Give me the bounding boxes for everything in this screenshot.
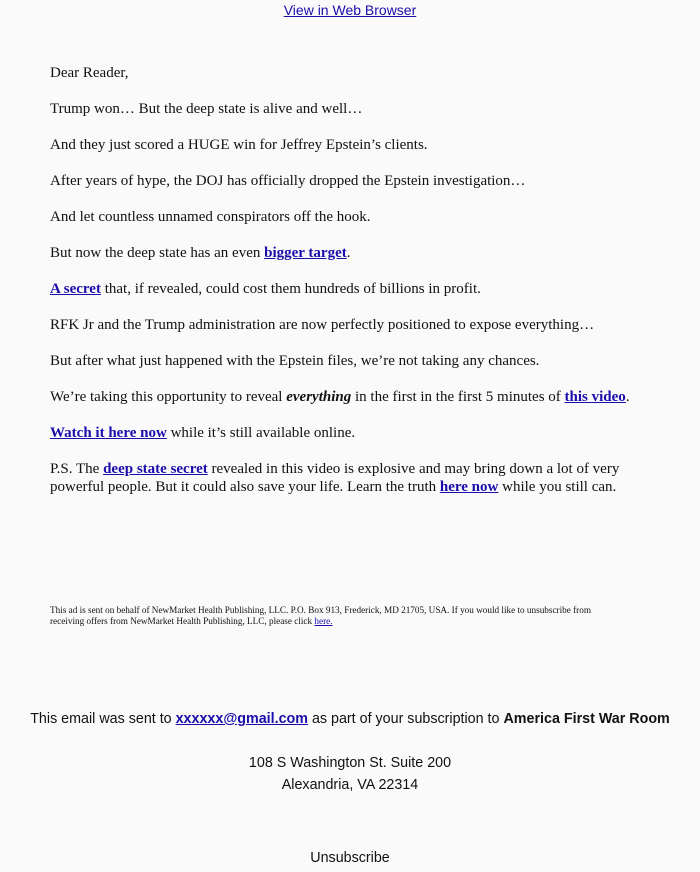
paragraph-5-text: But now the deep state has an even xyxy=(50,245,265,261)
letter-body xyxy=(50,64,640,514)
address-line-1: 108 S Washington St. Suite 200 xyxy=(248,755,452,771)
paragraph-9 xyxy=(50,388,640,406)
paragraph-2: And they just scored a HUGE win for Jeffrey Epstein’s clients. xyxy=(50,137,428,153)
list-name: America First War Room xyxy=(503,711,670,727)
bigger-target-link[interactable]: bigger target xyxy=(264,245,347,261)
deep-state-secret-link[interactable]: deep state secret xyxy=(103,461,208,477)
paragraph-5-end: . xyxy=(346,245,351,261)
everything-emphasis: everything xyxy=(286,389,352,405)
footer-unsubscribe[interactable] xyxy=(0,850,700,866)
paragraph-5 xyxy=(50,244,640,262)
paragraph-7: RFK Jr and the Trump administration are now perfectly positioned to expose everything… xyxy=(50,317,595,333)
sent-to-prefix: This email was sent to xyxy=(30,711,176,727)
paragraph-9-middle: in the first in the first 5 minutes of xyxy=(351,389,565,405)
postscript xyxy=(50,460,640,496)
ad-disclaimer xyxy=(50,605,620,627)
recipient-email-link[interactable]: xxxxxx@gmail.com xyxy=(175,711,308,727)
a-secret-link[interactable]: A secret xyxy=(50,281,101,297)
address-line-2: Alexandria, VA 22314 xyxy=(281,777,419,793)
watch-it-here-now-link[interactable]: Watch it here now xyxy=(50,425,167,441)
postscript-middle: revealed in this video is explosive and may bring down a lot of very powerful people. But it could also save your life. Learn the truth xyxy=(50,461,620,495)
this-video-link[interactable]: this video xyxy=(564,389,626,405)
disclaimer-unsubscribe-link[interactable]: here. xyxy=(314,616,333,626)
paragraph-1: Trump won… But the deep state is alive and well… xyxy=(50,101,363,117)
paragraph-3: After years of hype, the DOJ has officially dropped the Epstein investigation… xyxy=(50,173,526,189)
mailing-address xyxy=(0,752,700,796)
paragraph-8: But after what just happened with the Epstein files, we’re not taking any chances. xyxy=(50,353,540,369)
sent-to-middle: as part of your subscription to xyxy=(307,711,504,727)
paragraph-10 xyxy=(50,424,640,442)
paragraph-9-text: We’re taking this opportunity to reveal xyxy=(50,389,287,405)
paragraph-10-text: while it’s still available online. xyxy=(166,425,356,441)
unsubscribe-link[interactable]: Unsubscribe xyxy=(310,850,390,866)
view-in-browser-bar xyxy=(0,2,700,18)
paragraph-4: And let countless unnamed conspirators off the hook. xyxy=(50,209,371,225)
paragraph-9-end: . xyxy=(625,389,630,405)
postscript-end: while you still can. xyxy=(498,479,617,495)
view-in-web-browser-link[interactable]: View in Web Browser xyxy=(283,2,417,18)
postscript-text: P.S. The xyxy=(50,461,104,477)
here-now-link[interactable]: here now xyxy=(439,479,499,495)
subscription-notice xyxy=(0,711,700,727)
paragraph-6 xyxy=(50,280,640,298)
paragraph-6-text: that, if revealed, could cost them hundreds of billions in profit. xyxy=(100,281,481,297)
greeting: Dear Reader, xyxy=(50,65,129,81)
disclaimer-text: This ad is sent on behalf of NewMarket Health Publishing, LLC. P.O. Box 913, Frederick, MD 21705, USA. If you would like to unsubscribe from receiving offers from NewMarket Health Publishing, LLC, please click xyxy=(50,605,591,626)
